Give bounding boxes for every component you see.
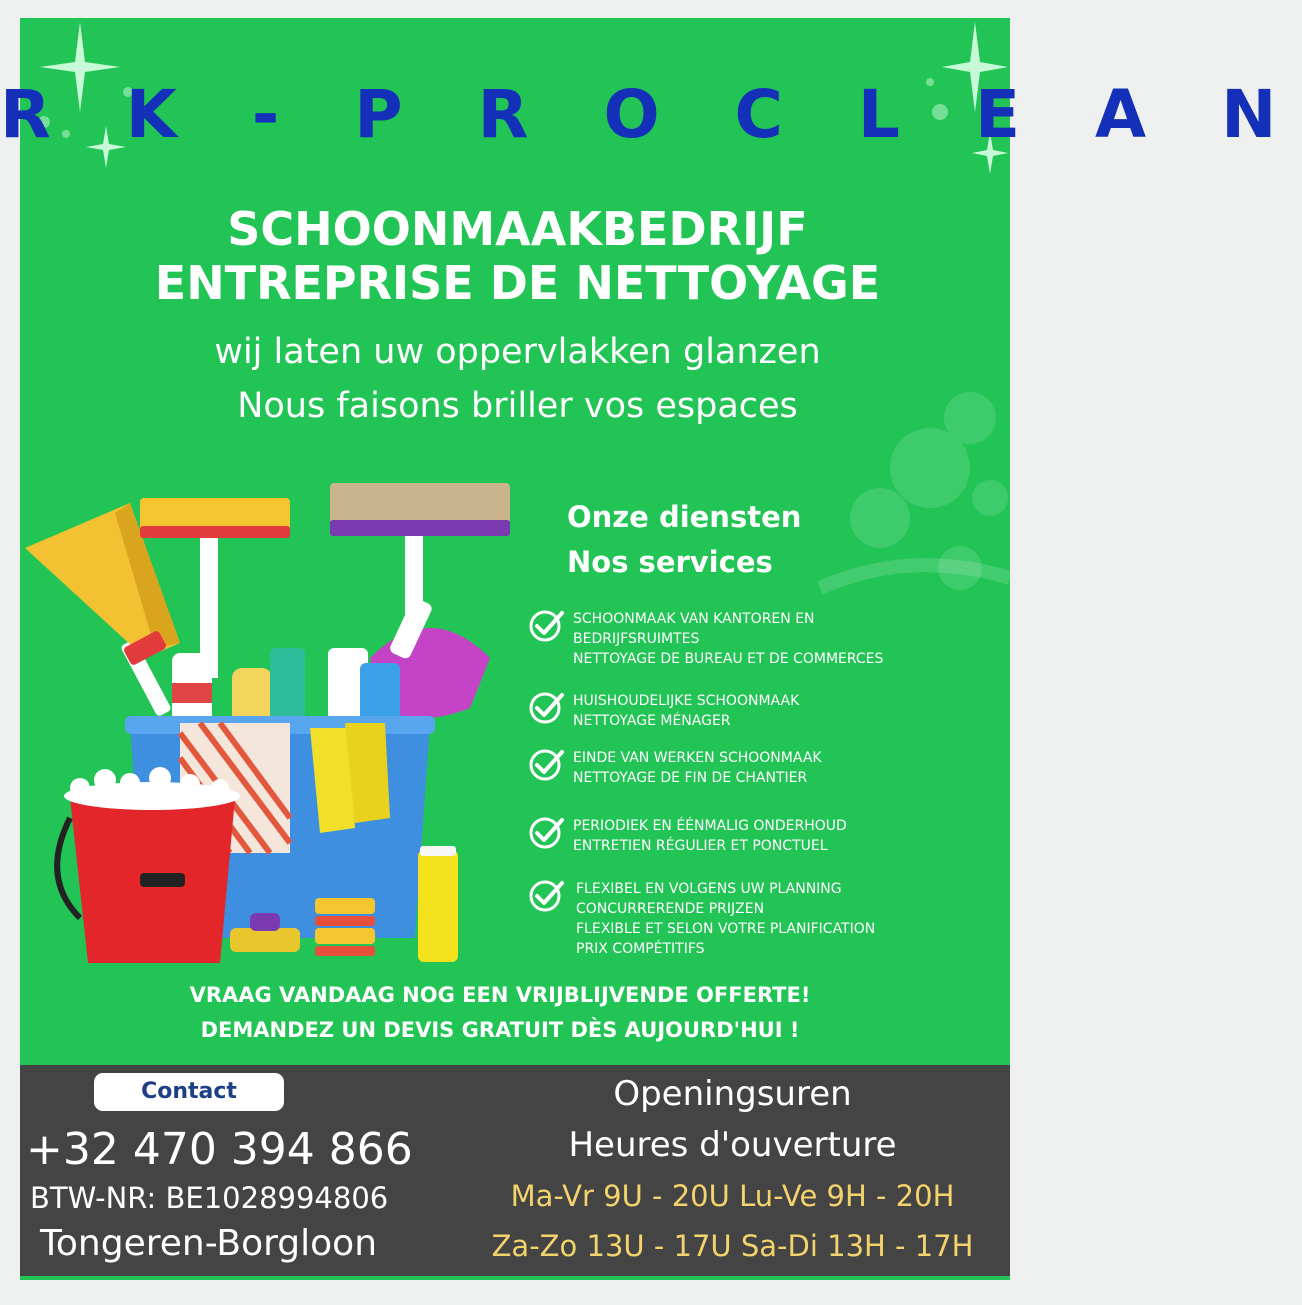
service-line: FLEXIBLE ET SELON VOTRE PLANIFICATION <box>576 921 876 937</box>
service-line: PRIX COMPÉTITIFS <box>576 941 705 957</box>
headline-nl: SCHOONMAAKBEDRIJF <box>227 202 808 256</box>
opening-hours-title-nl: Openingsuren <box>613 1074 852 1114</box>
vat-number: BTW-NR: BE1028994806 <box>30 1181 389 1215</box>
footer-bottom-line <box>20 1276 1010 1279</box>
service-line: CONCURRERENDE PRIJZEN <box>576 901 765 917</box>
opening-hours-title-fr: Heures d'ouverture <box>568 1125 897 1165</box>
brand-name: R K - P R O C L E A N <box>0 76 1302 153</box>
tagline-nl: wij laten uw oppervlakken glanzen <box>214 332 821 372</box>
tagline-fr: Nous faisons briller vos espaces <box>237 386 798 426</box>
headline-fr: ENTREPRISE DE NETTOYAGE <box>154 256 881 310</box>
services-heading-fr: Nos services <box>567 545 773 579</box>
opening-hours-weekend: Za-Zo 13U - 17U Sa-Di 13H - 17H <box>491 1229 974 1263</box>
service-line: NETTOYAGE MÉNAGER <box>573 713 731 729</box>
service-line: EINDE VAN WERKEN SCHOONMAAK <box>573 750 822 766</box>
service-line: NETTOYAGE DE FIN DE CHANTIER <box>573 770 808 786</box>
cleaning-supplies-illustration <box>20 458 520 968</box>
phone-number[interactable]: +32 470 394 866 <box>26 1124 413 1175</box>
service-line: BEDRIJFSRUIMTES <box>573 631 700 647</box>
service-line: FLEXIBEL EN VOLGENS UW PLANNING <box>576 881 842 897</box>
contact-button[interactable]: Contact <box>94 1073 284 1111</box>
check-circle-icon <box>528 814 566 852</box>
opening-hours-weekdays: Ma-Vr 9U - 20U Lu-Ve 9H - 20H <box>510 1179 955 1213</box>
call-to-action-nl: VRAAG VANDAAG NOG EEN VRIJBLIJVENDE OFFERTE! <box>189 983 811 1007</box>
service-line: HUISHOUDELIJKE SCHOONMAAK <box>573 693 800 709</box>
check-circle-icon <box>528 689 566 727</box>
call-to-action-fr: DEMANDEZ UN DEVIS GRATUIT DÈS AUJOURD'HUI ! <box>200 1018 800 1042</box>
check-circle-icon <box>528 877 566 915</box>
services-heading-nl: Onze diensten <box>567 500 802 534</box>
service-line: PERIODIEK EN ÉÉNMALIG ONDERHOUD <box>573 818 847 834</box>
service-line: ENTRETIEN RÉGULIER ET PONCTUEL <box>573 838 828 854</box>
location: Tongeren-Borgloon <box>40 1223 378 1264</box>
check-circle-icon <box>528 607 566 645</box>
check-circle-icon <box>528 746 566 784</box>
service-line: SCHOONMAAK VAN KANTOREN EN <box>573 611 815 627</box>
service-line: NETTOYAGE DE BUREAU ET DE COMMERCES <box>573 651 884 667</box>
